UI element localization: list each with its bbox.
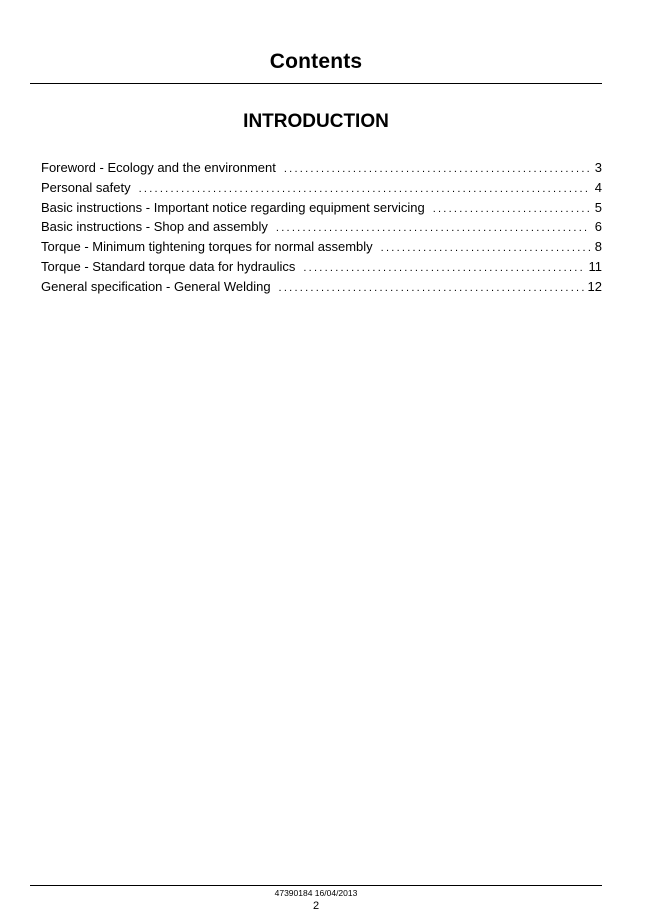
toc-entry-title: Basic instructions - Shop and assembly (41, 219, 268, 235)
toc-dot-leader (381, 239, 590, 259)
page-title: Contents (269, 50, 363, 73)
toc-entry-page: 4 (594, 179, 602, 195)
footer-divider (30, 885, 602, 886)
footer-page-number: 2 (312, 900, 320, 912)
toc-entry[interactable] (41, 237, 602, 257)
toc-entry-title: Personal safety (41, 179, 131, 195)
toc-entry[interactable] (41, 198, 602, 218)
toc-entry[interactable] (41, 257, 602, 277)
toc-entry-title: Torque - Standard torque data for hydraulics (41, 258, 296, 274)
table-of-contents (41, 158, 602, 297)
toc-entry-page: 8 (594, 239, 602, 255)
toc-entry-page: 12 (587, 278, 602, 294)
toc-entry-page: 11 (588, 258, 602, 274)
header-divider (30, 83, 602, 84)
toc-dot-leader (303, 259, 584, 279)
footer-document-reference: 47390184 16/04/2013 (274, 888, 358, 898)
toc-dot-leader (433, 200, 590, 220)
toc-entry[interactable] (41, 277, 602, 297)
toc-entry-title: Basic instructions - Important notice regarding equipment servicing (41, 199, 425, 215)
toc-entry[interactable] (41, 158, 602, 178)
toc-entry-title: Foreword - Ecology and the environment (41, 160, 276, 175)
toc-entry-page: 3 (594, 160, 602, 175)
toc-dot-leader (279, 279, 584, 299)
toc-entry[interactable] (41, 217, 602, 237)
toc-entry-title: General specification - General Welding (41, 278, 271, 294)
toc-entry-page: 5 (594, 199, 602, 215)
toc-dot-leader (284, 160, 590, 180)
toc-entry-title: Torque - Minimum tightening torques for normal assembly (41, 239, 373, 255)
toc-entry[interactable] (41, 178, 602, 198)
section-heading: INTRODUCTION (243, 111, 389, 132)
toc-entry-page: 6 (594, 219, 602, 235)
